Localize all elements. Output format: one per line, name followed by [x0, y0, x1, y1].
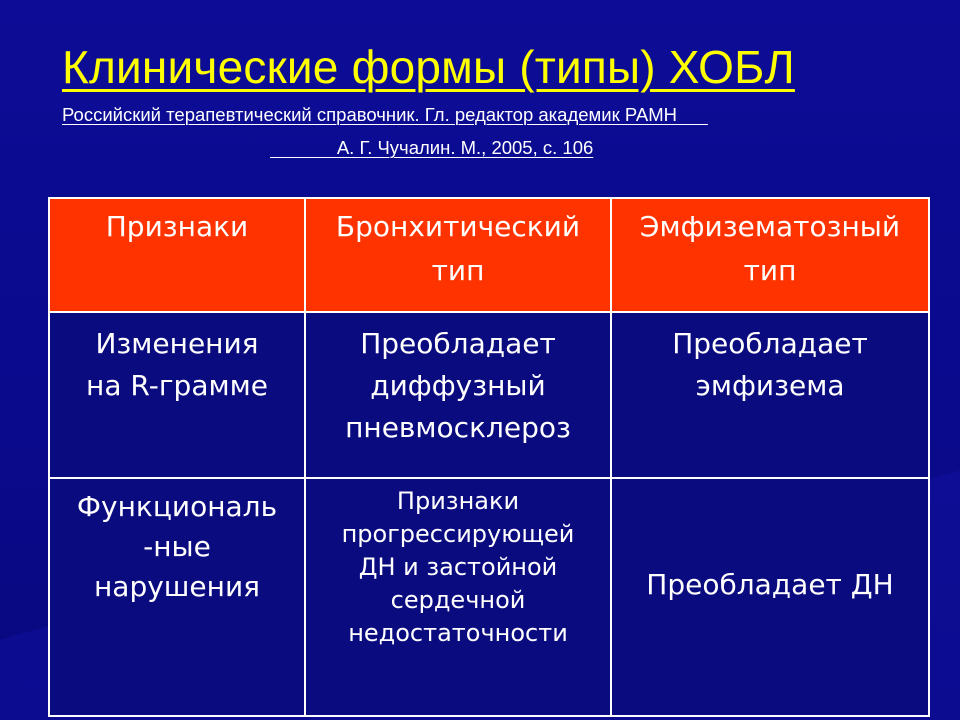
header-cell-bronchitic [305, 198, 611, 312]
row1-signs-text: Изменения на R-грамме [86, 327, 268, 402]
row2-cell-bronchitic [305, 478, 611, 716]
row2-cell-emphysematous [611, 478, 929, 716]
row1-cell-emphysematous [611, 312, 929, 478]
row2-signs-text: Функциональ -ные нарушения [76, 490, 278, 603]
table-row [49, 312, 929, 478]
header-cell-signs [49, 198, 305, 312]
table-row [49, 478, 929, 716]
table-header-row [49, 198, 929, 312]
header-emphysematous-text: Эмфизематозный тип [639, 210, 901, 287]
row1-bronchitic-text: Преобладает диффузный пневмосклероз [345, 327, 571, 444]
header-bronchitic-text: Бронхитический тип [335, 210, 581, 287]
comparison-table [48, 197, 930, 717]
reference-line-2: А. Г. Чучалин. М., 2005, с. 106 [270, 137, 594, 158]
row2-cell-signs [49, 478, 305, 716]
row1-cell-signs [49, 312, 305, 478]
header-cell-emphysematous [611, 198, 929, 312]
row1-emphysematous-text: Преобладает эмфизема [672, 327, 868, 402]
slide-title: Клинические формы (типы) ХОБЛ [62, 41, 795, 93]
row2-emphysematous-text: Преобладает ДН [646, 568, 894, 601]
row1-cell-bronchitic [305, 312, 611, 478]
reference-line-1: Российский терапевтический справочник. Гл. редактор академик РАМН [62, 104, 708, 125]
row2-bronchitic-text: Признаки прогрессирующей ДН и застойной сердечной недостаточности [341, 487, 575, 647]
header-signs-text: Признаки [105, 210, 249, 243]
